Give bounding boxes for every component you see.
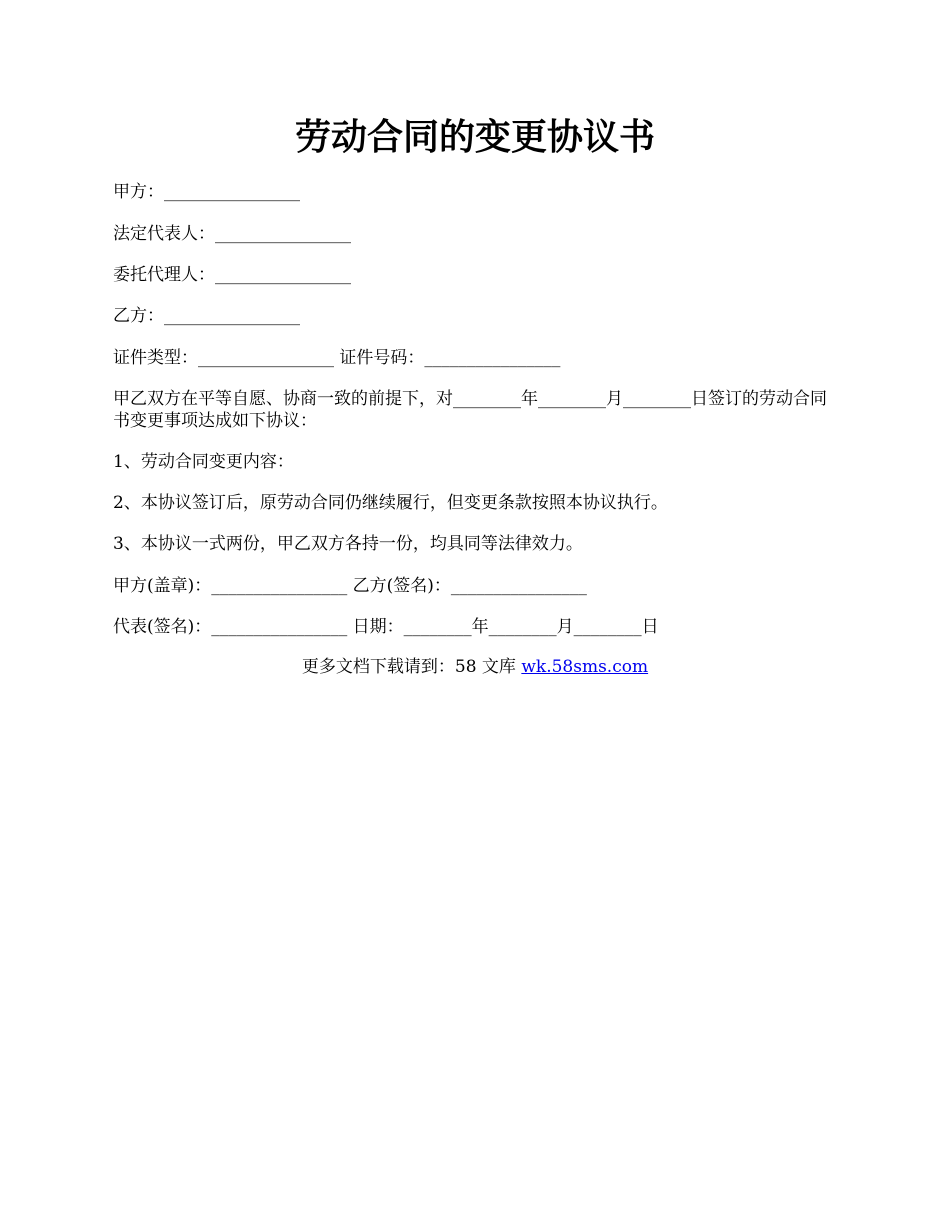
- signature-line: 甲方(盖章)：________________ 乙方(签名)：________________: [113, 576, 587, 596]
- clause-3: 3、本协议一式两份，甲乙双方各持一份，均具同等法律效力。: [113, 534, 583, 554]
- id-type-number-line: 证件类型：________________ 证件号码：________________: [113, 348, 561, 368]
- intro-paragraph: [113, 388, 843, 432]
- footer: [0, 656, 950, 678]
- party-b-line: 乙方：________________: [113, 306, 300, 326]
- footer-prefix: 更多文档下载请到：58 文库: [301, 657, 522, 677]
- legal-representative-line: 法定代表人：________________: [113, 224, 351, 244]
- authorized-agent-line: 委托代理人：________________: [113, 265, 351, 285]
- clause-1: 1、劳动合同变更内容：: [113, 452, 294, 472]
- intro-paragraph-text: 甲乙双方在平等自愿、协商一致的前提下，对________年________月________日签订的劳动合同书变更事项达成如下协议：: [113, 389, 827, 431]
- document-title: 劳动合同的变更协议书: [294, 116, 655, 158]
- clause-2: 2、本协议签订后，原劳动合同仍继续履行，但变更条款按照本协议执行。: [113, 493, 668, 513]
- footer-link[interactable]: wk.58sms.com: [521, 657, 649, 677]
- representative-date-line: 代表(签名)：________________ 日期：________年________月________日: [113, 617, 659, 637]
- party-a-line: 甲方：________________: [113, 182, 300, 202]
